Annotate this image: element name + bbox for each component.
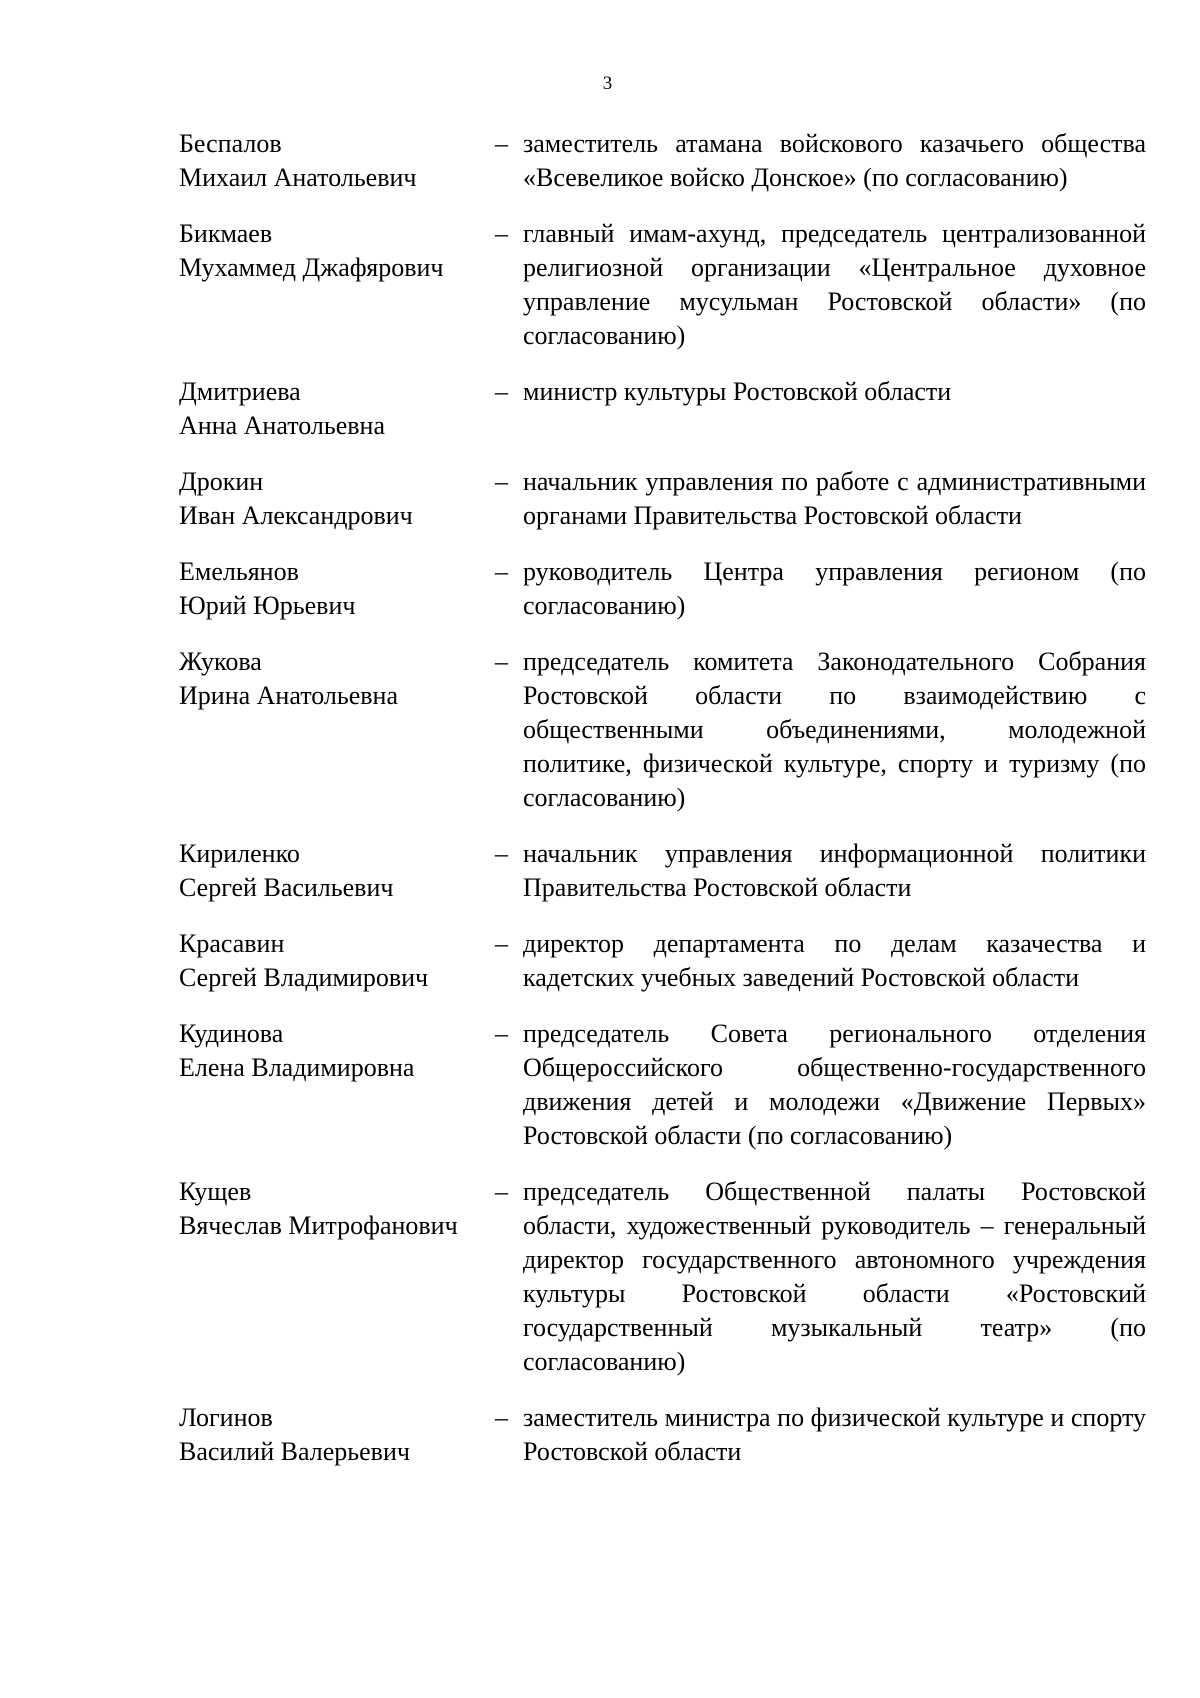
member-position: начальник управления по работе с административными органами Правительства Ростовской области xyxy=(523,467,1146,530)
member-dash: – xyxy=(495,1177,508,1206)
member-name xyxy=(179,217,495,353)
member-position: главный имам-ахунд, председатель централизованной религиозной организации «Центральное духовное управление мусульман Ростовской области» (по согласованию) xyxy=(523,219,1146,350)
member-position: председатель комитета Законодательного Собрания Ростовской области по взаимодействию с общественными объединениями, молодежной политике, физической культуре, спорту и туризму (по согласованию) xyxy=(523,647,1146,812)
member-entry xyxy=(179,927,1146,995)
member-given-names: Вячеслав Митрофанович xyxy=(179,1211,458,1240)
member-given-names: Сергей Владимирович xyxy=(179,963,429,992)
member-entry xyxy=(179,837,1146,905)
member-position: руководитель Центра управления регионом (по согласованию) xyxy=(523,557,1146,620)
member-given-names: Иван Александрович xyxy=(179,501,413,530)
member-dash: – xyxy=(495,467,508,496)
member-surname: Дмитриева xyxy=(179,377,301,406)
member-name xyxy=(179,645,495,815)
member-dash: – xyxy=(495,1019,508,1048)
member-surname: Жукова xyxy=(179,647,262,676)
member-surname: Кириленко xyxy=(179,839,300,868)
member-given-names: Елена Владимировна xyxy=(179,1053,415,1082)
member-entry xyxy=(179,1017,1146,1153)
member-dash: – xyxy=(495,647,508,676)
member-position: председатель Общественной палаты Ростовской области, художественный руководитель – генеральный директор государственного автономного учреждения культуры Ростовской области «Ростовский государственный музыкальный театр» (по согласованию) xyxy=(523,1177,1146,1376)
member-entry xyxy=(179,217,1146,353)
member-surname: Кудинова xyxy=(179,1019,284,1048)
member-given-names: Василий Валерьевич xyxy=(179,1437,410,1466)
member-position: заместитель министра по физической культуре и спорту Ростовской области xyxy=(523,1403,1146,1466)
member-dash: – xyxy=(495,377,508,406)
member-given-names: Мухаммед Джафярович xyxy=(179,253,444,282)
member-surname: Дрокин xyxy=(179,467,264,496)
member-given-names: Ирина Анатольевна xyxy=(179,681,398,710)
member-surname: Логинов xyxy=(179,1403,273,1432)
member-name xyxy=(179,1175,495,1379)
member-name xyxy=(179,555,495,623)
member-name xyxy=(179,837,495,905)
member-dash: – xyxy=(495,839,508,868)
member-name xyxy=(179,375,495,443)
member-given-names: Сергей Васильевич xyxy=(179,873,394,902)
member-surname: Бикмаев xyxy=(179,219,273,248)
member-dash: – xyxy=(495,129,508,158)
member-position: начальник управления информационной политики Правительства Ростовской области xyxy=(523,839,1146,902)
page-number: 3 xyxy=(602,73,613,94)
member-name xyxy=(179,1017,495,1153)
member-given-names: Михаил Анатольевич xyxy=(179,163,417,192)
member-name xyxy=(179,1401,495,1469)
member-dash: – xyxy=(495,219,508,248)
member-surname: Беспалов xyxy=(179,129,282,158)
member-entry xyxy=(179,375,1146,443)
member-entry xyxy=(179,1175,1146,1379)
member-position: директор департамента по делам казачества и кадетских учебных заведений Ростовской области xyxy=(523,929,1146,992)
member-given-names: Юрий Юрьевич xyxy=(179,591,356,620)
member-position: заместитель атамана войскового казачьего общества «Всевеликое войско Донское» (по согласованию) xyxy=(523,129,1146,192)
member-entry xyxy=(179,555,1146,623)
member-entry xyxy=(179,127,1146,195)
member-entry xyxy=(179,1401,1146,1469)
member-name xyxy=(179,465,495,533)
member-dash: – xyxy=(495,557,508,586)
member-position: министр культуры Ростовской области xyxy=(523,377,952,406)
member-surname: Красавин xyxy=(179,929,285,958)
member-entry xyxy=(179,645,1146,815)
member-entry xyxy=(179,465,1146,533)
member-dash: – xyxy=(495,1403,508,1432)
member-dash: – xyxy=(495,929,508,958)
member-surname: Емельянов xyxy=(179,557,299,586)
member-list xyxy=(179,127,1146,1469)
member-given-names: Анна Анатольевна xyxy=(179,411,385,440)
member-surname: Кущев xyxy=(179,1177,252,1206)
member-position: председатель Совета регионального отделения Общероссийского общественно-государственного движения детей и молодежи «Движение Первых» Ростовской области (по согласованию) xyxy=(523,1019,1146,1150)
member-name xyxy=(179,927,495,995)
member-name xyxy=(179,127,495,195)
